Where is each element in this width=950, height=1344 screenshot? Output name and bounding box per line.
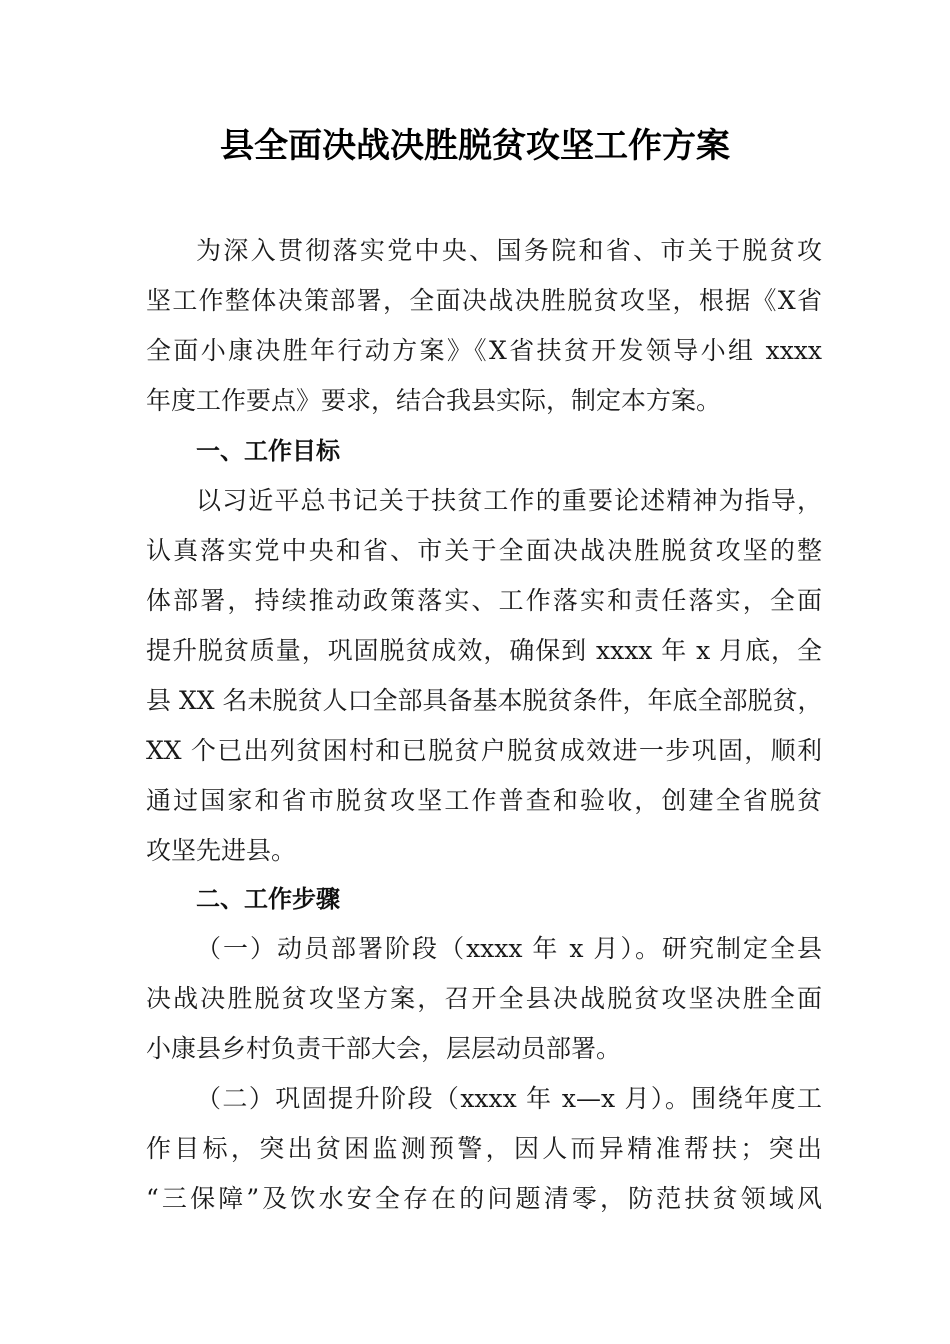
- step1-line-1: （一）动员部署阶段（xxxx 年 x 月）。研究制定全县: [196, 934, 822, 963]
- document-title: 县全面决战决胜脱贫攻坚工作方案: [220, 126, 730, 166]
- intro-line-4: 年度工作要点》要求，结合我县实际，制定本方案。: [146, 386, 722, 415]
- section-heading-goals: 一、工作目标: [196, 437, 340, 465]
- section1-line-8: 攻坚先进县。: [146, 836, 297, 865]
- section1-line-3: 体部署，持续推动政策落实、工作落实和责任落实，全面: [146, 586, 822, 615]
- step2-line-2: 作目标，突出贫困监测预警，因人而异精准帮扶；突出: [146, 1134, 822, 1163]
- step1-line-3: 小康县乡村负责干部大会，层层动员部署。: [146, 1034, 622, 1063]
- step2-line-3: “三保障”及饮水安全存在的问题清零，防范扶贫领域风: [146, 1184, 822, 1213]
- intro-line-1: 为深入贯彻落实党中央、国务院和省、市关于脱贫攻: [196, 236, 822, 265]
- section1-line-2: 认真落实党中央和省、市关于全面决战决胜脱贫攻坚的整: [146, 536, 822, 565]
- intro-line-2: 坚工作整体决策部署，全面决战决胜脱贫攻坚，根据《X省: [146, 286, 822, 315]
- section1-line-7: 通过国家和省市脱贫攻坚工作普查和验收，创建全省脱贫: [146, 786, 822, 815]
- section1-line-5: 县 XX 名未脱贫人口全部具备基本脱贫条件，年底全部脱贫，: [146, 686, 823, 715]
- section1-line-4: 提升脱贫质量，巩固脱贫成效，确保到 xxxx 年 x 月底，全: [146, 636, 822, 665]
- section1-line-6: XX 个已出列贫困村和已脱贫户脱贫成效进一步巩固，顺利: [146, 736, 822, 765]
- step1-line-2: 决战决胜脱贫攻坚方案，召开全县决战脱贫攻坚决胜全面: [146, 984, 822, 1013]
- intro-line-3: 全面小康决胜年行动方案》《X省扶贫开发领导小组 xxxx: [146, 336, 822, 365]
- section-heading-steps: 二、工作步骤: [196, 885, 340, 913]
- step2-line-1: （二）巩固提升阶段（xxxx 年 x—x 月）。围绕年度工: [196, 1084, 822, 1113]
- section1-line-1: 以习近平总书记关于扶贫工作的重要论述精神为指导，: [196, 486, 822, 515]
